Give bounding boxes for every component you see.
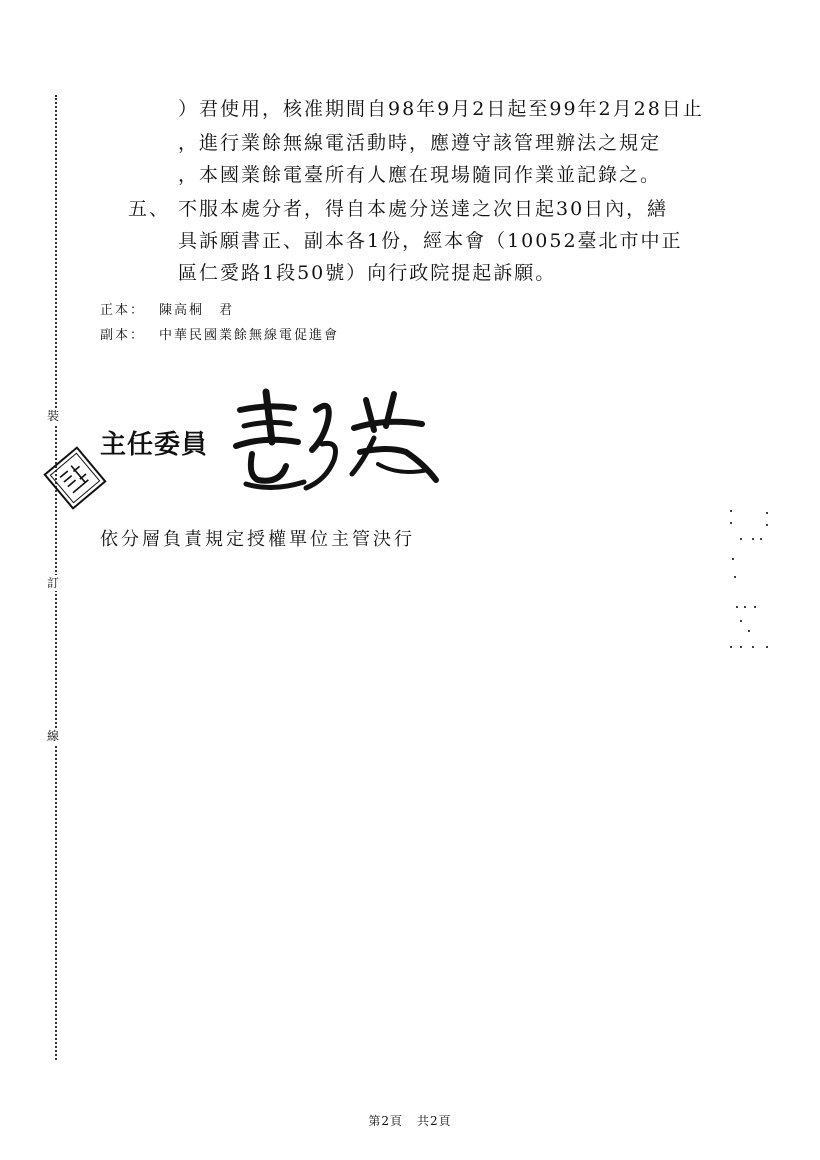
original-recipient	[100, 302, 234, 320]
item-five-line-2: 具訴願書正、副本各1份，經本會（10052臺北市中正	[178, 230, 683, 252]
body-line-2: ，進行業餘無線電活動時，應遵守該管理辦法之規定	[178, 132, 662, 154]
copy-label: 副本：	[100, 328, 146, 343]
body-line-1: ）君使用，核准期間自98年9月2日起至99年2月28日止	[178, 98, 704, 120]
handwritten-signature	[228, 380, 458, 500]
director-title: 主任委員	[100, 430, 209, 460]
page-total: 共2頁	[417, 1114, 452, 1128]
item-five-line-3: 區仁愛路1段50號）向行政院提起訴願。	[178, 262, 557, 284]
page-footer	[0, 1112, 820, 1129]
original-label: 正本：	[100, 303, 146, 318]
page-number: 第2頁	[368, 1114, 403, 1128]
delegation-note: 依分層負責規定授權單位主管決行	[100, 529, 415, 550]
original-value: 陳高桐 君	[159, 303, 235, 318]
copy-value: 中華民國業餘無線電促進會	[159, 328, 340, 343]
body-line-3: ，本國業餘電臺所有人應在現場隨同作業並記錄之。	[178, 164, 662, 186]
item-five-line-1: 不服本處分者，得自本處分送達之次日起30日內，繕	[178, 198, 669, 220]
binding-mark-xian: 線	[47, 729, 60, 743]
binding-mark-zhuang: 裝	[47, 409, 60, 423]
scan-specks	[700, 500, 780, 660]
binding-mark-ding: 訂	[47, 576, 60, 590]
item-five-label: 五、	[128, 198, 171, 220]
copy-recipient	[100, 327, 339, 345]
